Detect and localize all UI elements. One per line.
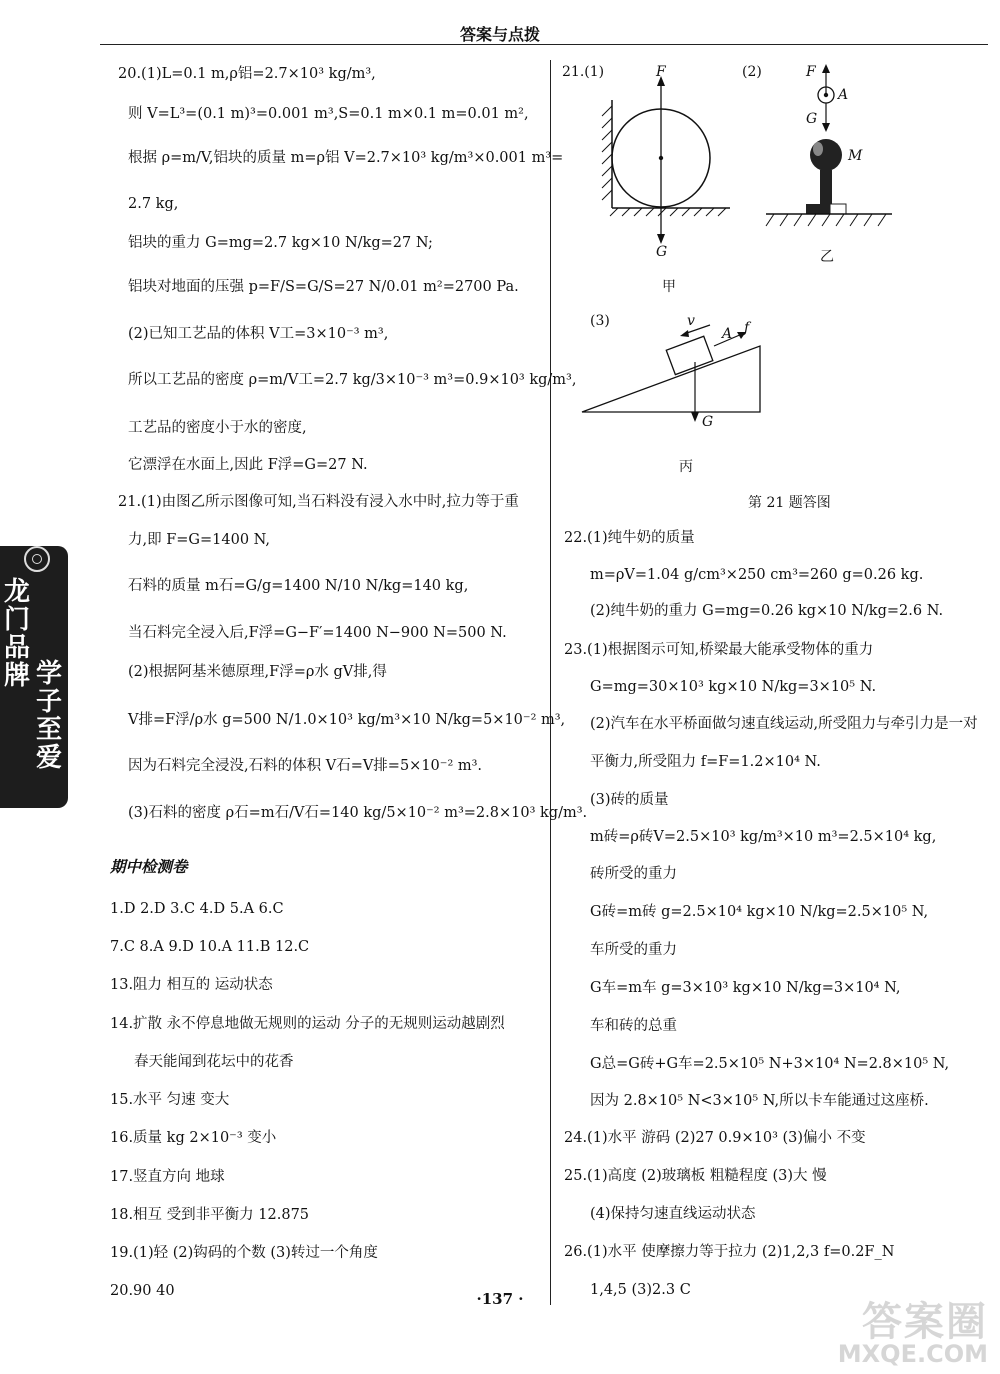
answer-line: G车=m车 g=3×10³ kg×10 N/kg=3×10⁴ N, (590, 980, 901, 996)
answer-line: 则 V=L³=(0.1 m)³=0.001 m³,S=0.1 m×0.1 m=0.01 m², (128, 106, 529, 122)
answer-line: 因为 2.8×10⁵ N<3×10⁵ N,所以卡车能通过这座桥. (590, 1093, 929, 1109)
answer-line: (3)砖的质量 (590, 792, 669, 808)
point-label-A: A (722, 326, 733, 342)
answer-line: G总=G砖+G车=2.5×10⁵ N+3×10⁴ N=2.8×10⁵ N, (590, 1056, 950, 1072)
watermark-url: MXQE.COM (837, 1340, 988, 1368)
answer-line: 砖所受的重力 (590, 866, 677, 882)
answer-line: 工艺品的密度小于水的密度, (128, 420, 307, 436)
force-label-G: G (806, 111, 818, 127)
column-divider (550, 60, 551, 1305)
answer-line: 25.(1)高度 (2)玻璃板 粗糙程度 (3)大 慢 (564, 1168, 827, 1184)
answer-line: 所以工艺品的密度 ρ=m/V工=2.7 kg/3×10⁻³ m³=0.9×10³ kg/m³, (128, 372, 577, 388)
answer-line: 铝块的重力 G=mg=2.7 kg×10 N/kg=27 N; (128, 235, 433, 251)
answer-line: 14.扩散 永不停息地做无规则的运动 分子的无规则运动越剧烈 (110, 1016, 505, 1032)
force-label-G: G (702, 414, 714, 430)
answer-line: m=ρV=1.04 g/cm³×250 cm³=260 g=0.26 kg. (590, 567, 924, 583)
answer-line: 13.阻力 相互的 运动状态 (110, 977, 273, 993)
velocity-label-v: v (687, 313, 695, 329)
figure-jia-diagram (596, 62, 746, 282)
force-label-F: F (656, 64, 666, 80)
answer-line: 根据 ρ=m/V,铝块的质量 m=ρ铝 V=2.7×10³ kg/m³×0.001 m³= (128, 150, 564, 166)
answer-line: 16.质量 kg 2×10⁻³ 变小 (110, 1130, 277, 1146)
answer-line: 因为石料完全浸没,石料的体积 V石=V排=5×10⁻² m³. (128, 758, 483, 774)
answer-line: G=mg=30×10³ kg×10 N/kg=3×10⁵ N. (590, 679, 877, 695)
figure-caption-bing: 丙 (679, 459, 693, 475)
answer-line: G砖=m砖 g=2.5×10⁴ kg×10 N/kg=2.5×10⁵ N, (590, 904, 929, 920)
answer-line: 22.(1)纯牛奶的质量 (564, 530, 695, 546)
watermark-logo (792, 1290, 992, 1370)
answer-line: 24.(1)水平 游码 (2)27 0.9×10³ (3)偏小 不变 (564, 1130, 866, 1146)
answer-line: 18.相互 受到非平衡力 12.875 (110, 1207, 310, 1223)
answer-line: 2.7 kg, (128, 196, 179, 212)
answer-line: 它漂浮在水面上,因此 F浮=G=27 N. (128, 457, 368, 473)
answer-line: 7.C 8.A 9.D 10.A 11.B 12.C (110, 939, 310, 955)
figure-yi-diagram (760, 62, 900, 242)
answer-line: 20.(1)L=0.1 m,ρ铝=2.7×10³ kg/m³, (118, 66, 376, 82)
answer-line: 21.(1)由图乙所示图像可知,当石料没有浸入水中时,拉力等于重 (118, 494, 519, 510)
answer-line: 石料的质量 m石=G/g=1400 N/10 N/kg=140 kg, (128, 578, 469, 594)
page-header-title: 答案与点拨 (459, 25, 540, 44)
answer-line: (4)保持匀速直线运动状态 (590, 1206, 756, 1222)
section-title: 期中检测卷 (110, 858, 188, 876)
figure-caption: 第 21 题答图 (748, 495, 831, 511)
header-rule (100, 44, 988, 45)
answer-line: (3)石料的密度 ρ石=m石/V石=140 kg/5×10⁻² m³=2.8×10³ kg/m³. (128, 805, 588, 821)
watermark-text: 答案圈 (862, 1299, 988, 1345)
answer-line: 铝块对地面的压强 p=F/S=G/S=27 N/0.01 m²=2700 Pa. (128, 279, 519, 295)
answer-line: 车所受的重力 (590, 942, 677, 958)
page-number: ·137 · (476, 1290, 524, 1308)
side-tab-logo-icon (24, 546, 50, 572)
answer-line: V排=F浮/ρ水 g=500 N/1.0×10³ kg/m³×10 N/kg=5×10⁻² m³, (128, 712, 566, 728)
figure-bing-diagram (580, 312, 780, 442)
answer-line: 力,即 F=G=1400 N, (128, 532, 271, 548)
answer-line: 春天能闻到花坛中的花香 (134, 1054, 294, 1070)
figure-caption-yi: 乙 (820, 249, 834, 265)
answer-line: 1,4,5 (3)2.3 C (590, 1282, 691, 1298)
figure-label: (3) (590, 313, 610, 329)
answer-line: (2)已知工艺品的体积 V工=3×10⁻³ m³, (128, 326, 389, 342)
force-label-F: F (806, 64, 816, 80)
answer-line: 车和砖的总重 (590, 1018, 677, 1034)
point-label-A: A (838, 87, 849, 103)
answer-line: (2)根据阿基米德原理,F浮=ρ水 gV排,得 (128, 664, 387, 680)
figure-label: (2) (742, 64, 762, 80)
answer-line: 19.(1)轻 (2)钩码的个数 (3)转过一个角度 (110, 1245, 378, 1261)
answer-line: 平衡力,所受阻力 f=F=1.2×10⁴ N. (590, 754, 821, 770)
answer-line: 当石料完全浸入后,F浮=G−F′=1400 N−900 N=500 N. (128, 625, 507, 641)
force-label-G: G (656, 244, 668, 260)
answer-line: 17.竖直方向 地球 (110, 1169, 225, 1185)
answer-line: (2)纯牛奶的重力 G=mg=0.26 kg×10 N/kg=2.6 N. (590, 603, 944, 619)
object-label-M: M (848, 148, 863, 164)
side-tab-text-1: 龙门品牌 (3, 577, 30, 691)
answer-line: 1.D 2.D 3.C 4.D 5.A 6.C (110, 901, 284, 917)
answer-line: (2)汽车在水平桥面做匀速直线运动,所受阻力与牵引力是一对 (590, 716, 978, 732)
figure-label: 21.(1) (562, 64, 605, 80)
answer-line: m砖=ρ砖V=2.5×10³ kg/m³×10 m³=2.5×10⁴ kg, (590, 829, 937, 845)
answer-line: 26.(1)水平 使摩擦力等于拉力 (2)1,2,3 f=0.2F_N (564, 1244, 895, 1260)
figure-caption-jia: 甲 (662, 279, 676, 295)
answer-line: 15.水平 匀速 变大 (110, 1092, 230, 1108)
answer-line: 23.(1)根据图示可知,桥梁最大能承受物体的重力 (564, 642, 874, 658)
force-label-f: f (744, 320, 750, 336)
side-tab-text-2: 学子至爱 (35, 659, 62, 773)
answer-line: 20.90 40 (110, 1283, 175, 1299)
